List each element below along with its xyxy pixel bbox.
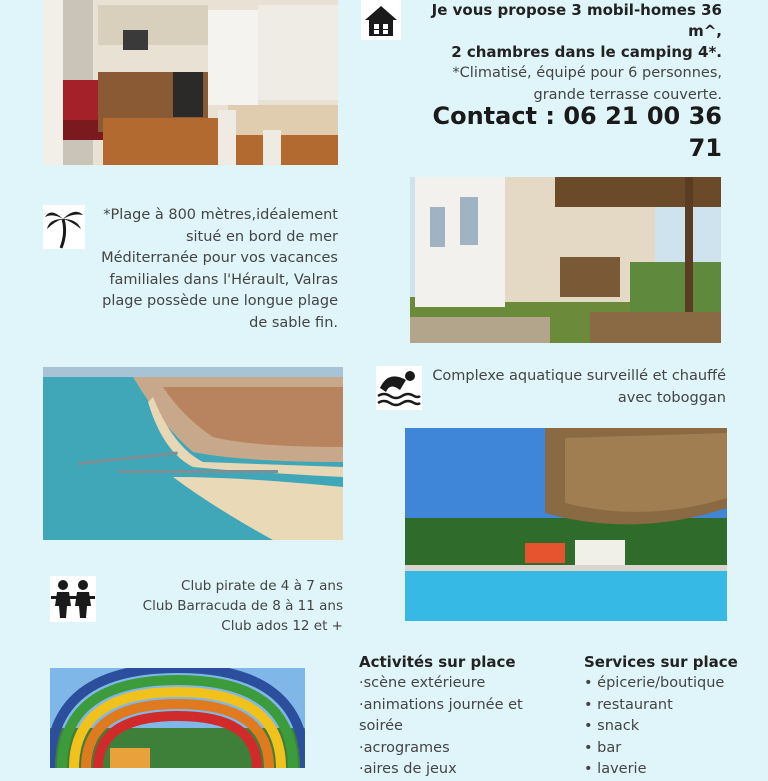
palm-tree-icon [43, 205, 85, 249]
list-item: • épicerie/boutique [584, 675, 725, 691]
list-item: soirée [359, 718, 403, 734]
offer-line-3: *Climatisé, équipé pour 6 personnes, [452, 65, 722, 81]
aerial-beach-photo [43, 367, 343, 540]
offer-line-1: Je vous propose 3 mobil-homes 36 m^, [431, 1, 722, 40]
club-line: Club pirate de 4 à 7 ans [181, 578, 343, 594]
contact-phone: Contact : 06 21 00 36 71 [432, 102, 722, 162]
aqua-line: avec toboggan [617, 389, 726, 406]
aqua-description [430, 366, 726, 409]
services-section [584, 651, 764, 781]
list-item: • bar [584, 739, 622, 756]
beach-line: *Plage à 800 mètres,idéalement [103, 207, 338, 223]
offer-line-2: 2 chambres dans le camping 4*. [451, 43, 722, 61]
swimmer-icon [376, 366, 422, 410]
list-item: ·animations journée et [359, 696, 523, 713]
list-item: • laverie [584, 761, 647, 777]
playground-photo [50, 668, 305, 768]
pool-photo [405, 428, 727, 621]
offer-line-4: grande terrasse couverte. [533, 86, 722, 103]
list-item: ·acrogrames [359, 739, 450, 756]
services-list [584, 673, 764, 781]
activities-list [359, 673, 559, 781]
aqua-line: Complexe aquatique surveillé et chauffé [432, 368, 726, 384]
beach-line: situé en bord de mer [185, 228, 338, 245]
beach-line: plage possède une longue plage [102, 293, 338, 309]
club-line: Club Barracuda de 8 à 11 ans [142, 598, 343, 614]
clubs-list [110, 576, 343, 636]
house-icon [361, 0, 401, 40]
offer-block [408, 0, 722, 106]
activities-title: Activités sur place [359, 653, 516, 671]
beach-description [95, 205, 338, 334]
list-item: ·aires de jeux [359, 761, 457, 777]
activities-section [359, 651, 559, 781]
beach-line: Méditerranée pour vos vacances [101, 250, 338, 266]
mobil-home-photo [410, 177, 721, 343]
kitchen-photo [43, 0, 338, 165]
beach-line: de sable fin. [249, 314, 338, 331]
list-item: ·scène extérieure [359, 675, 486, 691]
services-title: Services sur place [584, 653, 738, 671]
children-icon [50, 576, 96, 622]
club-line: Club ados 12 et + [221, 618, 343, 634]
beach-line: familiales dans l'Hérault, Valras [109, 271, 338, 288]
list-item: • restaurant [584, 696, 673, 713]
list-item: • snack [584, 718, 640, 734]
